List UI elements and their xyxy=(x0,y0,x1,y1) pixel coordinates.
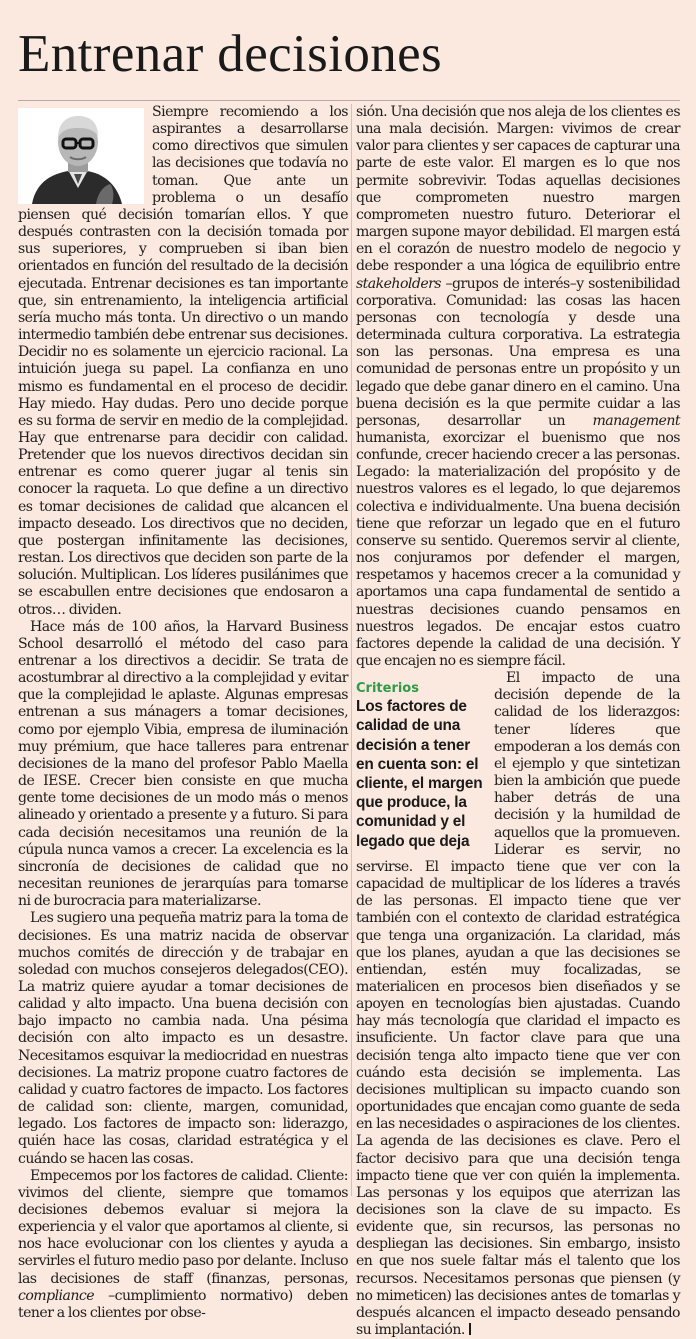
paragraph: Les sugiero una pequeña matriz para la toma de decisiones. Es una matriz nacida de observar muchos comités de dirección y de trabajar en soledad con muchos consejeros delegados(CEO). La matriz quiere ayudar a tomar decisiones de calidad y alto impacto. Una buena decisión con bajo impacto no cambia nada. Una pésima decisión con alto impacto es un desastre. Necesitamos esquivar la mediocridad en nuestras decisiones. La matriz propone cuatro factores de calidad y cuatro factores de impacto. Los factores de calidad son: cliente, margen, comunidad, legado. Los factores de impacto son: liderazgo, quién hace las cosas, claridad estratégica y el cuándo se hacen las cosas. xyxy=(18,910,348,1167)
article-column-2 xyxy=(356,104,680,1339)
paragraph-text: humanista, exorcizar el buenismo que nos confunde, crecer haciendo crecer a las personas. Legado: la materialización del propósito y de nuestros valores es el legado, lo que dejaremos colectiva e individualmente. Una buena decisión tiene que reforzar un legado que en el futuro conserve su sentido. Queremos servir al cliente, nos conjuramos por defender el margen, respetamos y hacemos crecer a la comunidad y aportamos una capa fundamental de sentido a nuestras decisiones cuando pensamos en nuestros legados. De encajar estos cuatro factores depende la calidad de una decisión. Y que encajen no es siempre fácil. xyxy=(356,429,680,669)
paragraph xyxy=(18,1168,348,1322)
paragraph-text: –grupos de interés–y sostenibilidad corporativa. Comunidad: las cosas las hacen personas con tecnología y desde una determinada cultura corporativa. La estrategia son las personas. Una empresa es una comunidad de personas entre un propósito y un legado que debe ganar dinero en el camino. Una buena decisión es la que permite cuidar a las personas, desarrollar un xyxy=(356,275,680,429)
paragraph-text: Empecemos por los factores de calidad. Cliente: vivimos del cliente, siempre que tomamos decisiones debemos evaluar si mejora la experiencia y el valor que aportamos al cliente, si nos hace evolucionar con los clientes y ayuda a servirles el futuro medio paso por delante. Incluso las decisiones de staff (finanzas, personas, xyxy=(18,1167,348,1287)
paragraph xyxy=(356,104,680,850)
paragraph-text: –cumplimiento normativo) deben tener a los clientes por obse- xyxy=(18,1287,348,1321)
paragraph-italic: compliance xyxy=(18,1287,94,1304)
end-mark xyxy=(469,1323,471,1335)
pull-quote xyxy=(356,680,486,848)
paragraph-text: El impacto de una decisión depende de la calidad de los liderazgos: tener líderes que empoderan a los demás con el ejemplo y que sintetizan bien la ambición que puede haber detrás de una decisión y la humildad de aquellos que la promueven. Liderar es servir, no servirse. El impacto tiene que ver con la capacidad de multiplicar de los líderes a través de las personas. El impacto tiene que ver también con el contexto de claridad estratégica que tenga una organización. La claridad, más que los planes, ayudan a que las decisiones se entiendan, estén muy focalizadas, se materialicen en procesos bien diseñados y se apoyen en tecnologías bien ajustadas. Cuando hay más tecnología que claridad el impacto es insuficiente. Un factor clave para que una decisión tenga alto impacto tiene que ver con cuándo esta decisión se implementa. Las decisiones multiplican su impacto cuando son oportunidades que encajan como guante de seda en las necesidades o aspiraciones de los clientes. La agenda de las decisiones es clave. Pero el factor decisivo para que una decisión tenga impacto tiene que ver con quién la implementa. Las personas y los equipos que aterrizan las decisiones son la clave de su impacto. Es evidente que, sin recursos, las personas no despliegan las decisiones. Sin embargo, insisto en que nos suele faltar más el talento que los recursos. Necesitamos personas que piensen (y no mimeticen) las decisiones antes de tomarlas y después alcancen el impacto deseado pensando su implantación. xyxy=(356,670,680,1339)
paragraph-italic: management xyxy=(592,412,680,429)
paragraph-text: sión. Una decisión que nos aleja de los clientes es una mala decisión. Margen: vivimos de crear valor para clientes y ser capaces de capturar una parte de este valor. El margen es lo que nos permite sobrevivir. Todas aquellas decisiones que comprometen nuestro margen comprometen nuestro futuro. Deteriorar el margen supone mayor debilidad. El margen está en el corazón de nuestro modelo de negocio y debe responder a una lógica de equilibrio entre xyxy=(356,104,680,275)
article-column-1 xyxy=(18,104,348,1321)
paragraph-italic: stakeholders xyxy=(356,275,441,292)
paragraph: Siempre recomiendo a los aspirantes a desarrollarse como directivos que simulen las decisiones que todavía no toman. Que ante un problema o un desafío piensen qué decisión tomarían ellos. Y que después contrasten con la decisión tomada por sus superiores, y comprueben si iban bien orientados en función del resultado de la decisión ejecutada. Entrenar decisiones es tan importante que, sin entrenamiento, la inteligencia artificial sería mucho más tonta. Un directivo o un mando intermedio también debe entrenar sus decisiones. Decidir no es solamente un ejercicio racional. La intuición juega su papel. La confianza en uno mismo es fundamental en el proceso de decidir. Hay miedo. Hay dudas. Pero uno decide porque es su forma de servir en medio de la complejidad. Hay que entrenarse para decidir con calidad. Pretender que los nuevos directivos decidan sin entrenar es como querer jugar al tenis sin conocer la raqueta. Lo que define a un directivo es tomar decisiones de calidad que alcancen el impacto deseado. Los directivos que no deciden, que postergan infinitamente las decisiones, restan. Los directivos que deciden son parte de la solución. Multiplican. Los líderes pusilánimes que se escabullen entre decisiones que endosaron a otros… dividen. xyxy=(18,104,348,618)
author-portrait-icon xyxy=(18,108,144,204)
paragraph: Hace más de 100 años, la Harvard Business School desarrolló el método del caso para entrenar a los directivos a decidir. Se trata de acostumbrar al directivo a la complejidad y evitar que la complejidad le aplaste. Algunas empresas entrenan a sus mánagers a tomar decisiones, como por ejemplo Vibia, empresa de iluminación muy prémium, que hace talleres para entrenar decisiones de la mano del profesor Pablo Maella de IESE. Crecer bien consiste en que mucha gente tome decisiones de un modo más o menos alineado y orientado a presente y a futuro. Si para cada decisión necesitamos una reunión de la cúpula nunca vamos a crecer. La excelencia es la sincronía de decisiones de calidad que no necesitan reuniones de jerarquías para tomarse ni de burocracia para materializarse. xyxy=(18,618,348,910)
pull-quote-label: Criterios xyxy=(356,681,419,697)
article-title: Entrenar decisiones xyxy=(18,25,443,83)
title-rule xyxy=(18,100,680,101)
pull-quote-text: Los factores de calidad de una decisión a tener en cuenta son: el cliente, el margen que produce, la comunidad y el legado que deja xyxy=(356,698,483,850)
column-divider xyxy=(351,104,352,1196)
